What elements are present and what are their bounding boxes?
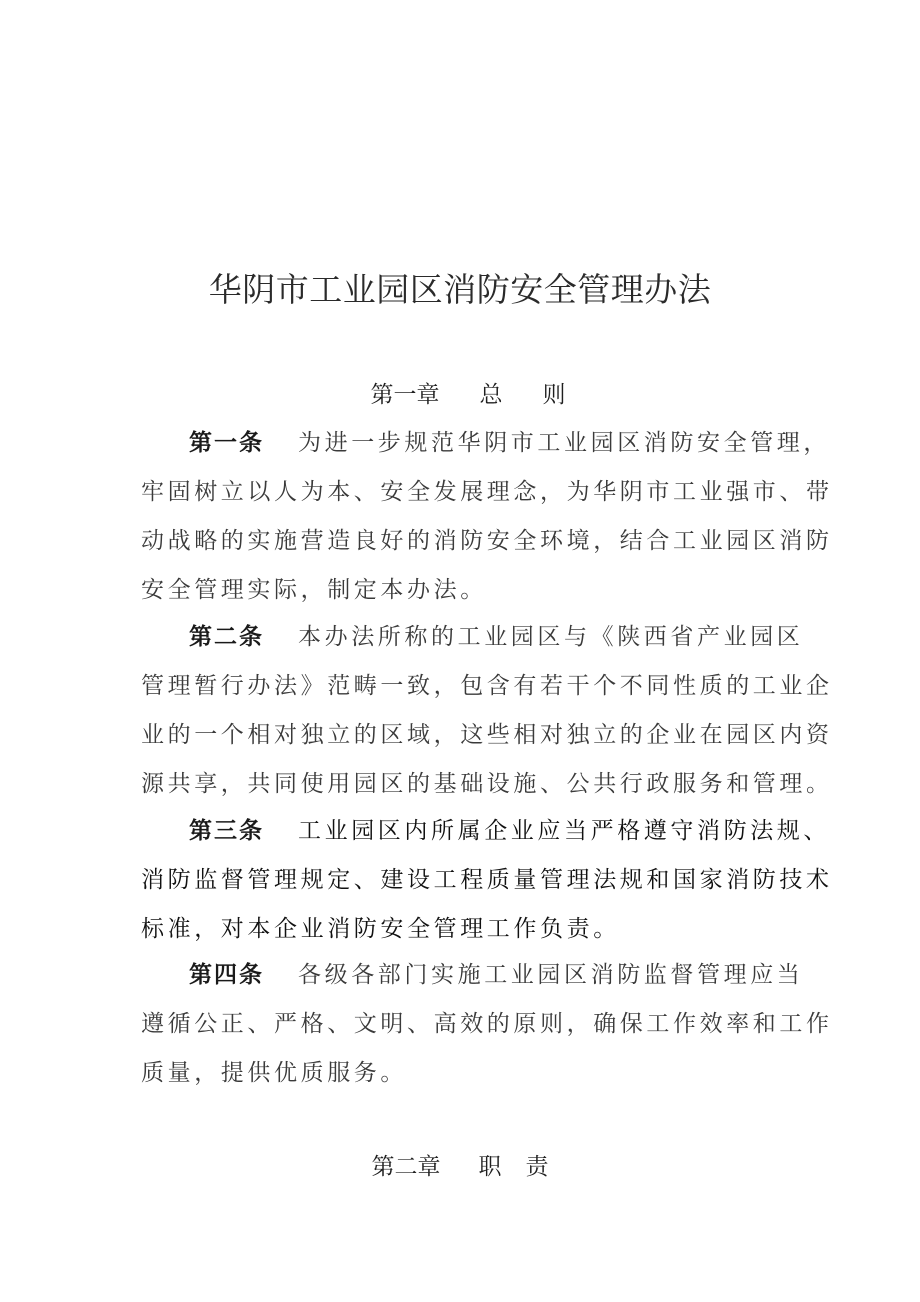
article-4-line-2: 遵循公正、严格、文明、高效的原则，确保工作效率和工作 xyxy=(141,1011,833,1037)
article-1 xyxy=(141,418,833,615)
article-3 xyxy=(141,806,833,954)
chapter-1-number: 第一章 xyxy=(370,382,440,408)
article-3-line-2: 消防监督管理规定、建设工程质量管理法规和国家消防技术 xyxy=(141,867,833,893)
article-1-lead: 第一条 xyxy=(189,429,264,456)
article-4-line-1: 第四条 各级各部门实施工业园区消防监督管理应当 xyxy=(189,961,804,988)
chapter-1-heading xyxy=(0,380,920,410)
article-2-line-1: 第二条 本办法所称的工业园区与《陕西省产业园区 xyxy=(189,623,804,650)
article-3-line-1: 第三条 工业园区内所属企业应当严格遵守消防法规、 xyxy=(189,817,830,844)
chapter-2-number: 第二章 xyxy=(371,1154,441,1180)
article-1-line-2: 牢固树立以人为本、安全发展理念，为华阴市工业强市、带 xyxy=(141,479,833,505)
chapter-2-name-a: 职 xyxy=(478,1154,502,1180)
article-2-lead: 第二条 xyxy=(189,623,264,650)
article-3-line-3: 标准，对本企业消防安全管理工作负责。 xyxy=(141,916,620,942)
chapter-1-name-a: 总 xyxy=(479,382,503,408)
article-2-line-3: 业的一个相对独立的区域，这些相对独立的企业在园区内资 xyxy=(141,722,833,748)
article-4-lead: 第四条 xyxy=(189,961,264,988)
article-1-line-3: 动战略的实施营造良好的消防安全环境，结合工业园区消防 xyxy=(141,528,833,554)
article-1-line-1: 第一条 为进一步规范华阴市工业园区消防安全管理， xyxy=(189,429,830,456)
chapter-2-heading xyxy=(0,1152,920,1182)
article-2 xyxy=(141,612,833,809)
article-1-line-4: 安全管理实际，制定本办法。 xyxy=(141,577,487,603)
article-2-line-4: 源共享，共同使用园区的基础设施、公共行政服务和管理。 xyxy=(141,771,833,797)
article-4-line-3: 质量，提供优质服务。 xyxy=(141,1060,407,1086)
document-title: 华阴市工业园区消防安全管理办法 xyxy=(208,270,712,309)
article-4 xyxy=(141,950,833,1098)
chapter-1-name-b: 则 xyxy=(542,382,566,408)
article-2-line-2: 管理暂行办法》范畴一致，包含有若干个不同性质的工业企 xyxy=(141,673,833,699)
article-3-lead: 第三条 xyxy=(189,817,264,844)
chapter-2-name-b: 责 xyxy=(525,1154,549,1180)
